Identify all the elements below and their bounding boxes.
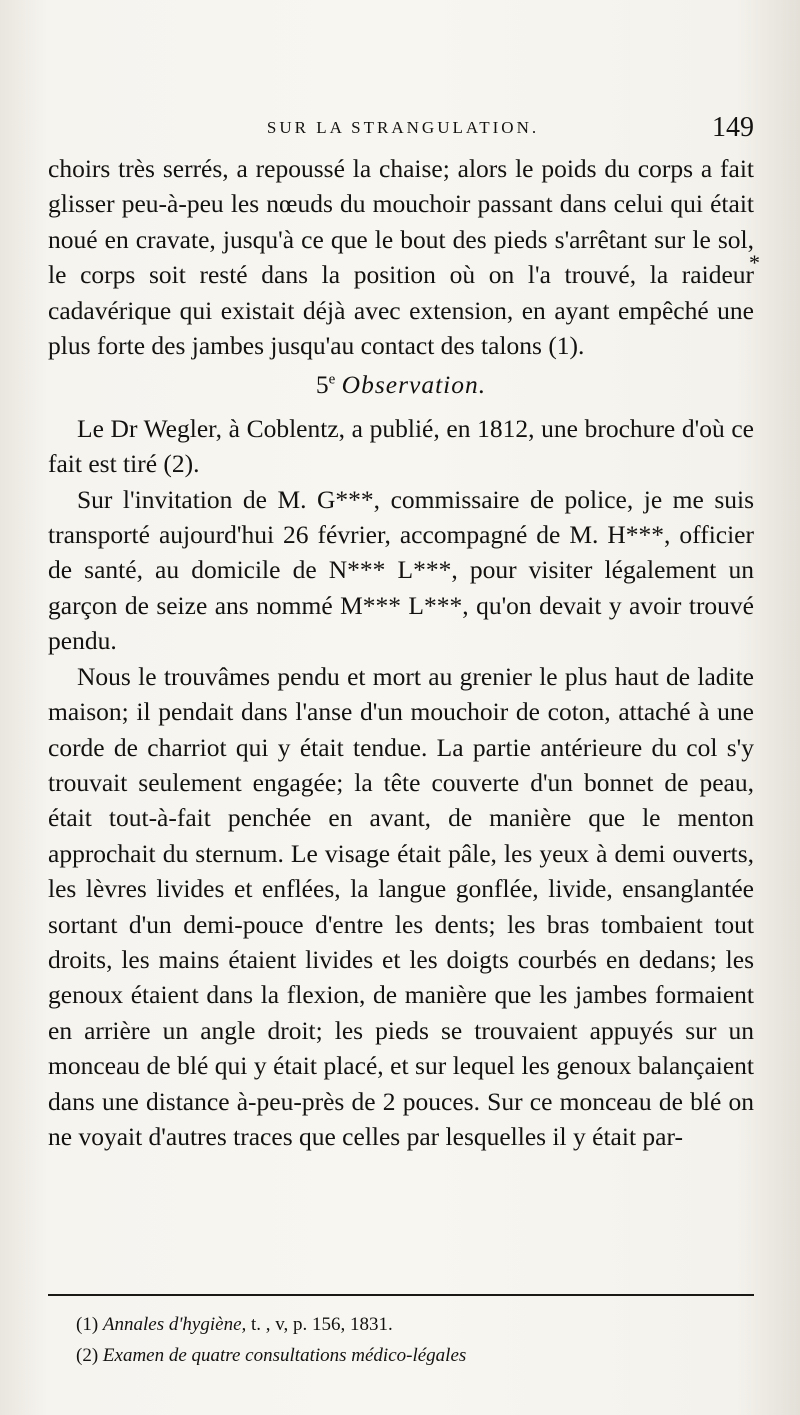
margin-mark: *: [749, 250, 760, 275]
paragraph-continuation: choirs très serrés, a repoussé la chaise; alors le poids du corps a fait glisser peu-à-peu les nœuds du mouchoir passant dans celui qui était noué en cravate, jusqu'à ce que le bout des pieds s'arrêtant sur le sol, le corps soit resté dans la position où on l'a trouvé, la raideur cadavérique qui existait déjà avec extension, en ayant empêché une plus forte des jambes jusqu'au contact des talons (1).: [48, 154, 754, 361]
footnotes: [76, 1309, 756, 1371]
footnote-rule: [48, 1294, 754, 1296]
footnote-1-title: Annales d'hygiène,: [102, 1314, 247, 1335]
paragraph-intro: Le Dr Wegler, à Coblentz, a publié, en 1812, une brochure d'où ce fait est tiré (2).: [48, 413, 754, 479]
running-title: SUR LA STRANGULATION.: [266, 118, 540, 137]
paragraph-invitation: Sur l'invitation de M. G***, commissaire de police, je me suis transporté aujourd'hui 26 février, accompagné de M. H***, officier de santé, au domicile de N*** L***, pour visiter légalement un garçon de seize ans nommé M*** L***, qu'on devait y avoir trouvé pendu.: [48, 484, 754, 656]
section-number-suffix: e: [328, 371, 336, 388]
page-body: [48, 151, 754, 1154]
paragraph-description: Nous le trouvâmes pendu et mort au grenier le plus haut de ladite maison; il pendait dans l'anse d'un mouchoir de coton, attaché à une corde de charriot qui y était tendue. La partie antérieure du col s'y trouvait seulement engagée; la tête couverte d'un bonnet de peau, était tout-à-fait penchée en avant, de manière que le menton approchait du sternum. Le visage était pâle, les yeux à demi ouverts, les lèvres livides et enflées, la langue gonflée, livide, ensanglantée sortant d'un demi-pouce d'entre les dents; les bras tombaient tout droits, les mains étaient livides et les doigts courbés en dedans; les genoux étaient dans la flexion, de manière que les jambes formaient en arrière un angle droit; les pieds se trouvaient appuyés sur un monceau de blé qui y était placé, et sur lequel les genoux balançaient dans une distance à-peu-près de 2 pouces. Sur ce monceau de blé on ne voyait d'autres traces que celles par lesquelles il y était par-: [48, 661, 754, 1151]
footnote-2-title: Examen de quatre consultations médico-légales: [102, 1345, 467, 1366]
section-title: Observation.: [341, 370, 487, 400]
footnote-1-rest: t. , v, p. 156, 1831.: [251, 1314, 393, 1335]
footnote-2: [76, 1340, 756, 1371]
footnote-1: [76, 1309, 756, 1340]
footnote-1-marker: (1): [76, 1314, 99, 1335]
section-heading: [48, 367, 754, 402]
footnote-2-marker: (2): [76, 1345, 99, 1366]
section-number: 5: [315, 370, 329, 400]
page-number: 149: [712, 112, 754, 143]
page-header: [48, 112, 758, 146]
